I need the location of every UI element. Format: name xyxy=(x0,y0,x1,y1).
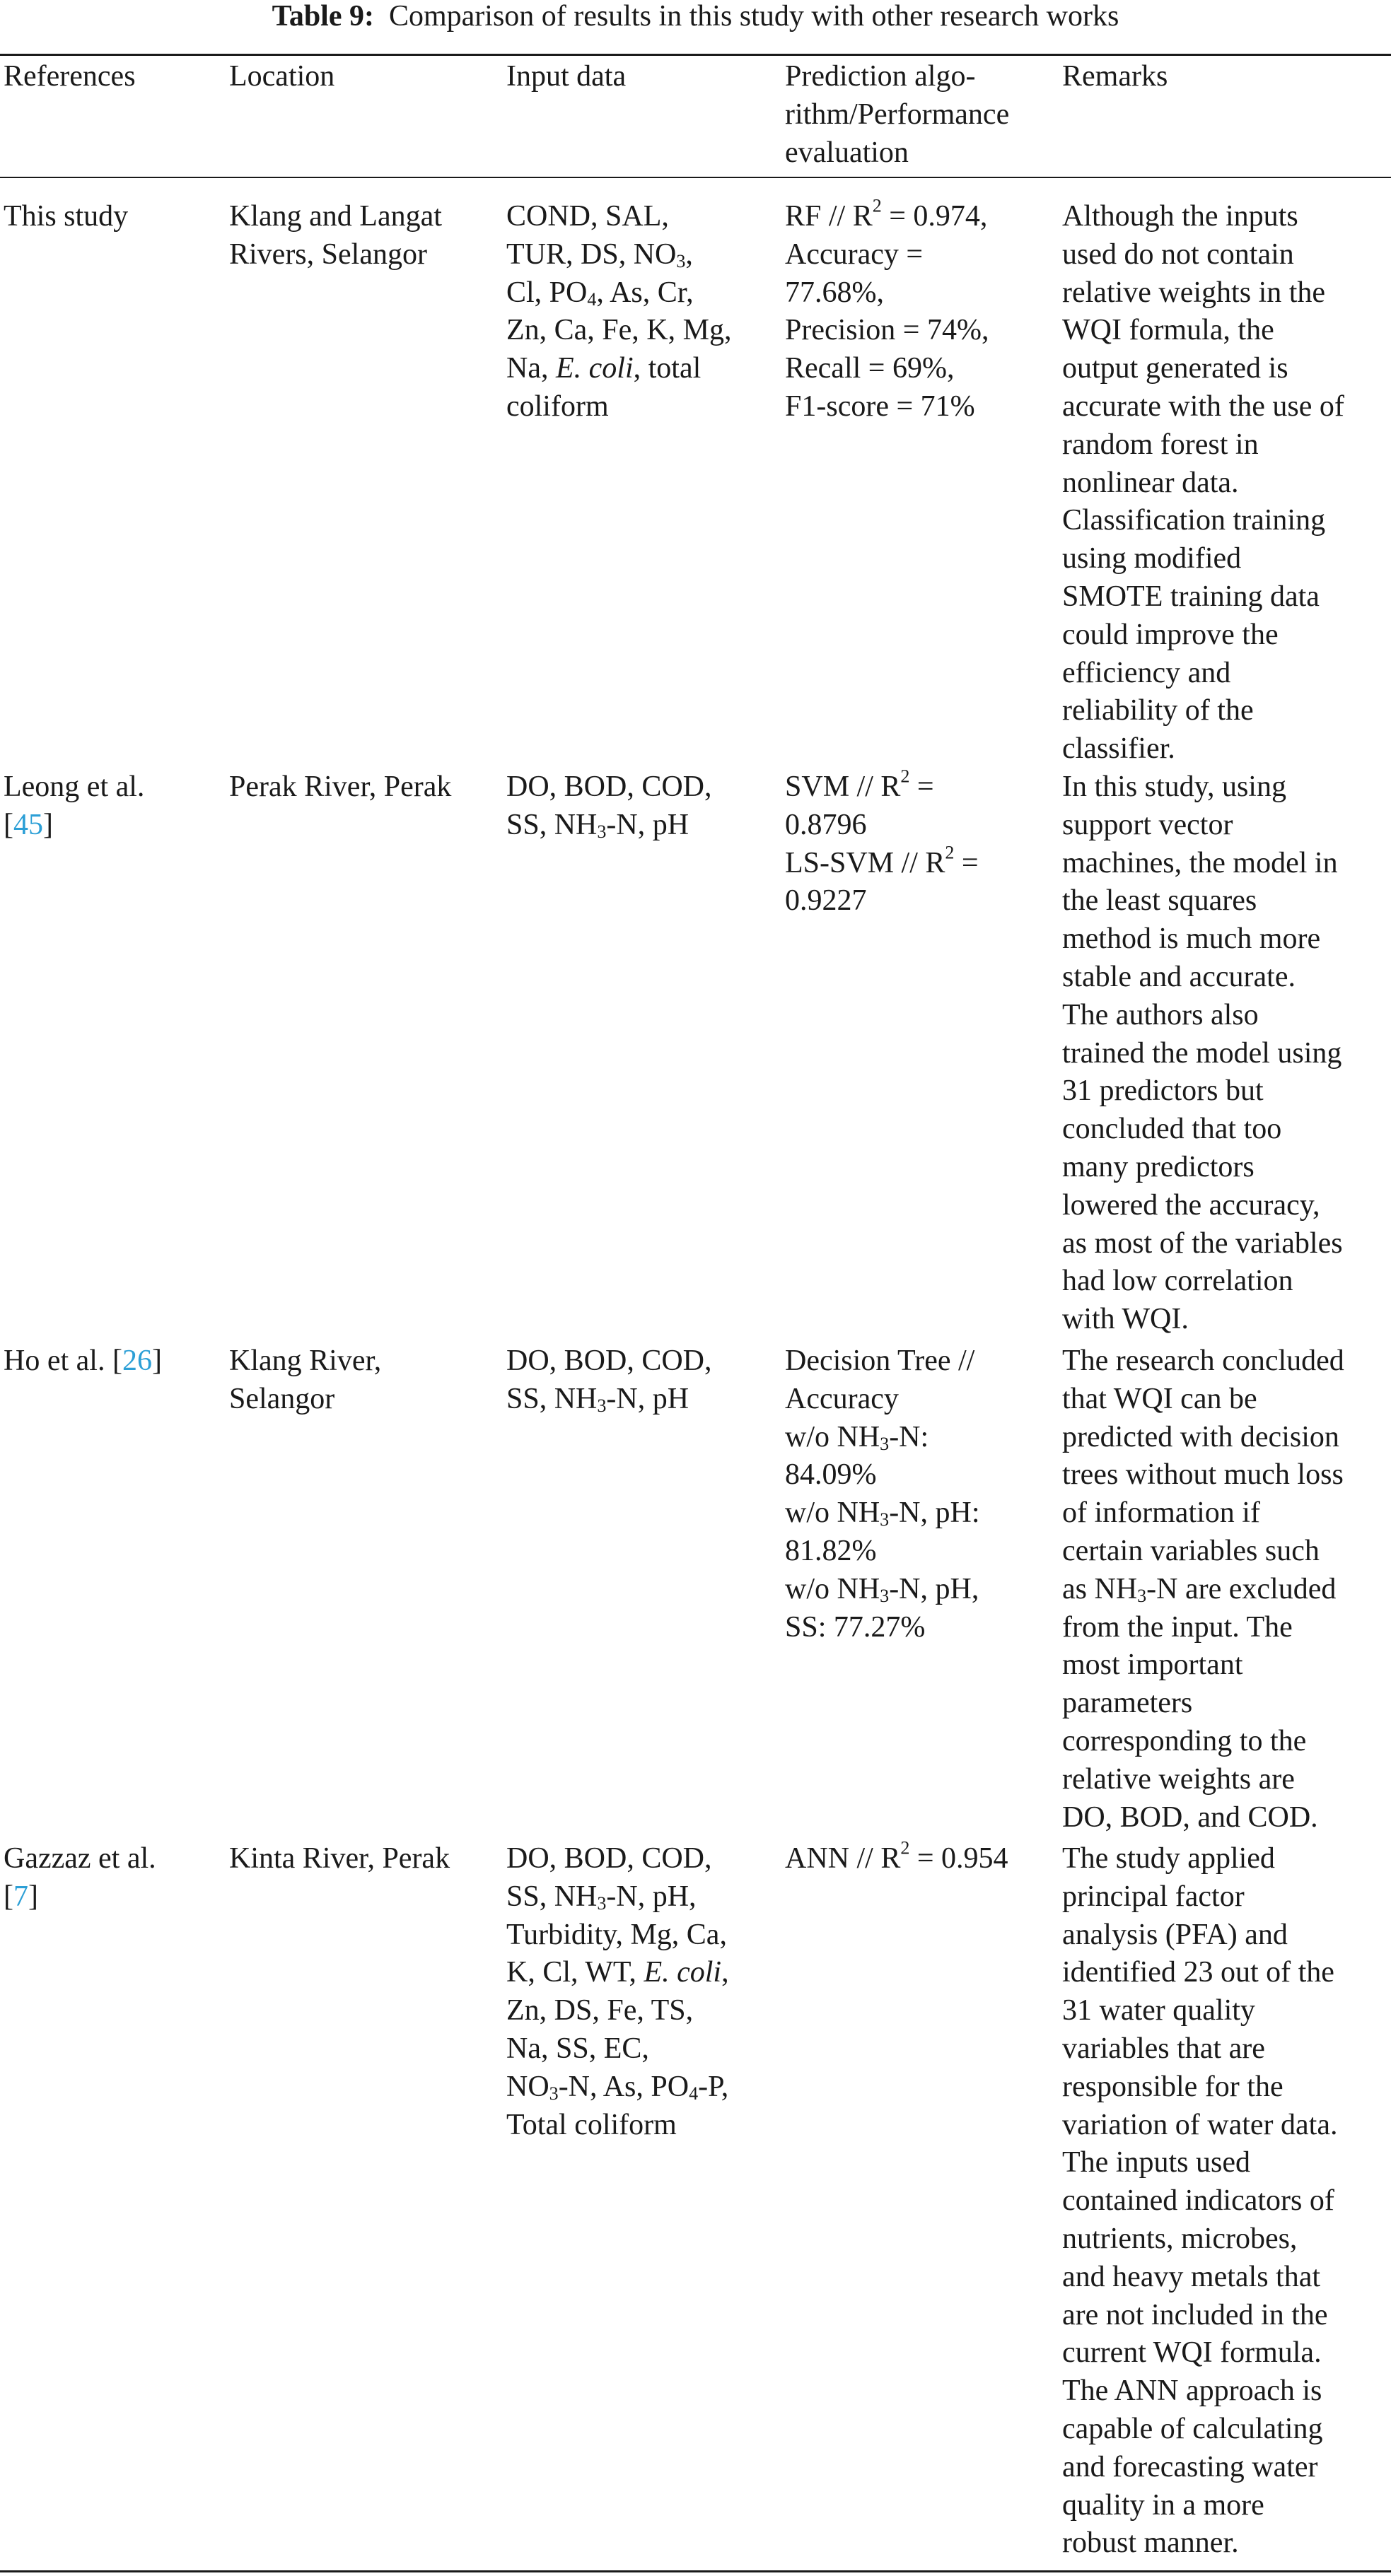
header-input-data: Input data xyxy=(506,60,627,93)
top-rule xyxy=(0,54,1391,56)
bottom-rule xyxy=(0,2570,1391,2572)
row4-reference: Gazzaz et al. [7] xyxy=(4,1842,156,1913)
row3-reference: Ho et al. [26] xyxy=(4,1345,162,1377)
row2-location: Perak River, Perak xyxy=(229,771,452,803)
citation-link[interactable]: 7 xyxy=(13,1880,28,1913)
row1-prediction: RF // $R^2 = 0.974$, Accuracy = 77.68%, Precision = 74%, Recall = 69%, F1-score = 71% xyxy=(785,195,989,423)
table-caption xyxy=(0,0,1391,41)
header-rule xyxy=(0,177,1391,178)
header-references: References xyxy=(4,60,136,93)
header-prediction: Prediction algo- rithm/Performance evaluation xyxy=(785,60,1010,169)
row1-location: Klang and Langat Rivers, Selangor xyxy=(229,200,442,271)
row4-prediction: ANN // $R^2 = 0.954$ xyxy=(785,1837,1008,1875)
caption-text: Comparison of results in this study with other research works xyxy=(388,0,1119,33)
row4-input-data: DO, BOD, COD, SS, $NH_3-N$, pH, Turbidity, Mg, Ca, K, Cl, WT, E. coli, Zn, DS, Fe, TS, Na, SS, EC, $NO_3-N$, As, $PO_4-P$, Total coliform xyxy=(506,1842,729,2141)
header-remarks: Remarks xyxy=(1062,60,1168,93)
row2-reference: Leong et al. [45] xyxy=(4,771,145,841)
row3-location: Klang River, Selangor xyxy=(229,1345,382,1415)
citation-link[interactable]: 45 xyxy=(13,808,43,841)
citation-link[interactable]: 26 xyxy=(122,1345,152,1377)
row2-remarks: In this study, using support vector machines, the model in the least squares method is much more stable and accurate. The authors also trained the model using 31 predictors but concluded that too many predictors lowered the accuracy, as most of the variables had low correlation with WQI. xyxy=(1062,771,1343,1336)
row4-location: Kinta River, Perak xyxy=(229,1842,450,1875)
row3-prediction: Decision Tree // Accuracy w/o $NH_3-N$: 84.09% w/o $NH_3-N$, pH: 81.82% w/o $NH_3-N$, pH, SS: 77.27% xyxy=(785,1345,980,1644)
caption-label: Table 9: xyxy=(272,0,374,33)
row1-input-data: COND, SAL, TUR, DS, $NO_3$, Cl, $PO_4$, As, Cr, Zn, Ca, Fe, K, Mg, Na, E. coli, total coliform xyxy=(506,200,732,423)
row3-remarks: The research concluded that WQI can be predicted with decision trees without much loss of information if certain variables such as $NH_3-N$ are excluded from the input. The most important parameters corresponding to the relative weights are DO, BOD, and COD. xyxy=(1062,1345,1344,1834)
row4-remarks: The study applied principal factor analysis (PFA) and identified 23 out of the 31 water quality variables that are responsible for the variation of water data. The inputs used contained indicators of nutrients, microbes, and heavy metals that are not included in the current WQI formula. The ANN approach is capable of calculating and forecasting water quality in a more robust manner. xyxy=(1062,1842,1338,2560)
row2-input-data: DO, BOD, COD, SS, $NH_3-N$, pH xyxy=(506,771,712,842)
row1-reference: This study xyxy=(4,200,129,233)
header-location: Location xyxy=(229,60,335,93)
row1-remarks: Although the inputs used do not contain relative weights in the WQI formula, the output generated is accurate with the use of random forest in nonlinear data. Classification training using modified SMOTE training data could improve the efficiency and reliability of the classifier. xyxy=(1062,200,1344,766)
row2-prediction: SVM // $R^2$ = 0.8796 $LS-SVM // R^2$ = 0.9227 xyxy=(785,766,979,918)
row3-input-data: DO, BOD, COD, SS, $NH_3-N$, pH xyxy=(506,1345,712,1416)
